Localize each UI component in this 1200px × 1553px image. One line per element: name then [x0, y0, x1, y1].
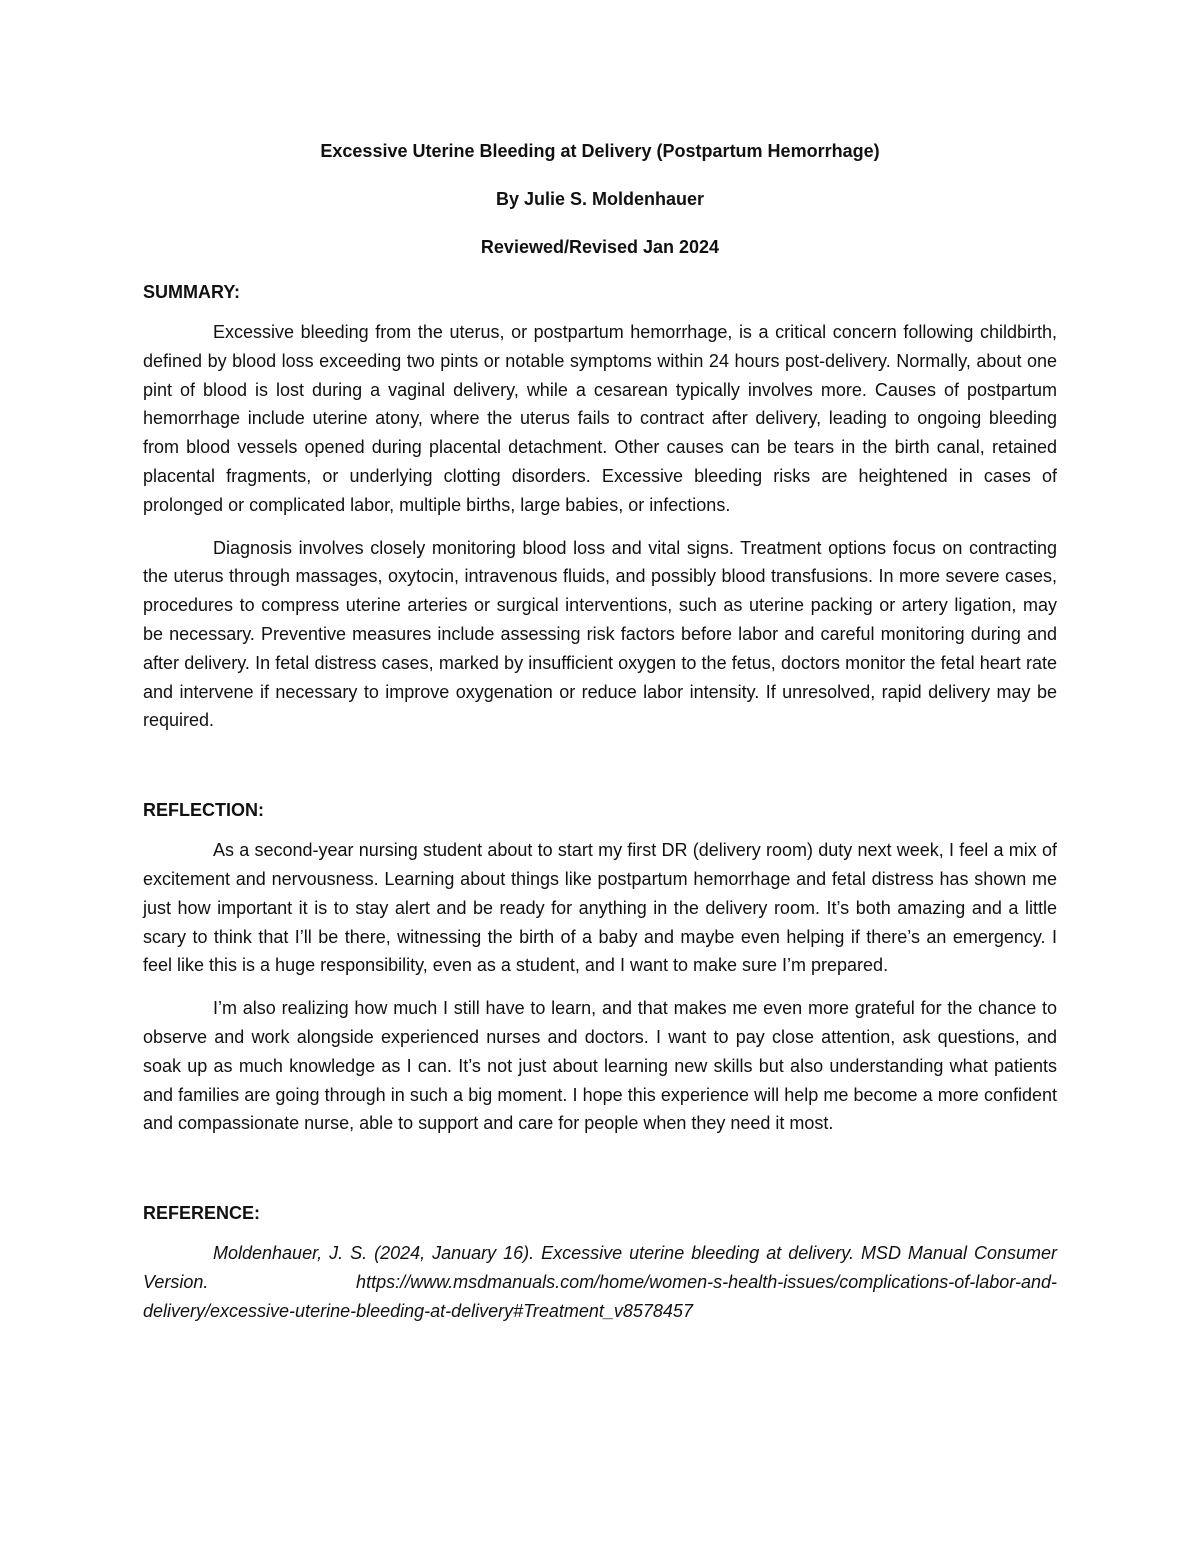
- document-body: [143, 140, 1057, 1326]
- reference-heading: REFERENCE:: [143, 1203, 261, 1224]
- reference-citation: Moldenhauer, J. S. (2024, January 16). Excessive uterine bleeding at delivery. MSD Manual Consumer Version. https://www.msdmanuals.com/home/women-s-health-issues/complications-of-labor-and-delivery/excessive-uterine-bleeding-at-delivery#Treatment_v8578457: [143, 1243, 1057, 1321]
- document-title: Excessive Uterine Bleeding at Delivery (Postpartum Hemorrhage): [320, 141, 880, 161]
- reflection-paragraph-2: I’m also realizing how much I still have to learn, and that makes me even more grateful for the chance to observe and work alongside experienced nurses and doctors. I want to pay close attention, ask questions, and soak up as much knowledge as I can. It’s not just about learning new skills but also understanding what patients and families are going through in such a big moment. I hope this experience will help me become a more confident and compassionate nurse, able to support and care for people when they need it most.: [143, 998, 1057, 1134]
- reflection-paragraph-1: As a second-year nursing student about to start my first DR (delivery room) duty next week, I feel a mix of excitement and nervousness. Learning about things like postpartum hemorrhage and fetal distress has shown me just how important it is to stay alert and be ready for anything in the delivery room. It’s both amazing and a little scary to think that I’ll be there, witnessing the birth of a baby and maybe even helping if there’s an emergency. I feel like this is a huge responsibility, even as a student, and I want to make sure I’m prepared.: [143, 840, 1057, 976]
- document-byline: By Julie S. Moldenhauer: [495, 189, 705, 209]
- document-revised-date: Reviewed/Revised Jan 2024: [480, 237, 720, 257]
- summary-paragraph-2: Diagnosis involves closely monitoring blood loss and vital signs. Treatment options focus on contracting the uterus through massages, oxytocin, intravenous fluids, and possibly blood transfusions. In more severe cases, procedures to compress uterine arteries or surgical interventions, such as uterine packing or artery ligation, may be necessary. Preventive measures include assessing risk factors before labor and careful monitoring during and after delivery. In fetal distress cases, marked by insufficient oxygen to the fetus, doctors monitor the fetal heart rate and intervene if necessary to improve oxygenation or reduce labor intensity. If unresolved, rapid delivery may be required.: [143, 537, 1057, 731]
- reflection-heading: REFLECTION:: [143, 800, 264, 821]
- summary-heading: SUMMARY:: [143, 282, 240, 302]
- title-block: [143, 140, 1057, 258]
- summary-paragraph-1: Excessive bleeding from the uterus, or postpartum hemorrhage, is a critical concern following childbirth, defined by blood loss exceeding two pints or notable symptoms within 24 hours post-delivery. Normally, about one pint of blood is lost during a vaginal delivery, while a cesarean typically involves more. Causes of postpartum hemorrhage include uterine atony, where the uterus fails to contract after delivery, leading to ongoing bleeding from blood vessels opened during placental detachment. Other causes can be tears in the birth canal, retained placental fragments, or underlying clotting disorders. Excessive bleeding risks are heightened in cases of prolonged or complicated labor, multiple births, large babies, or infections.: [143, 322, 1057, 515]
